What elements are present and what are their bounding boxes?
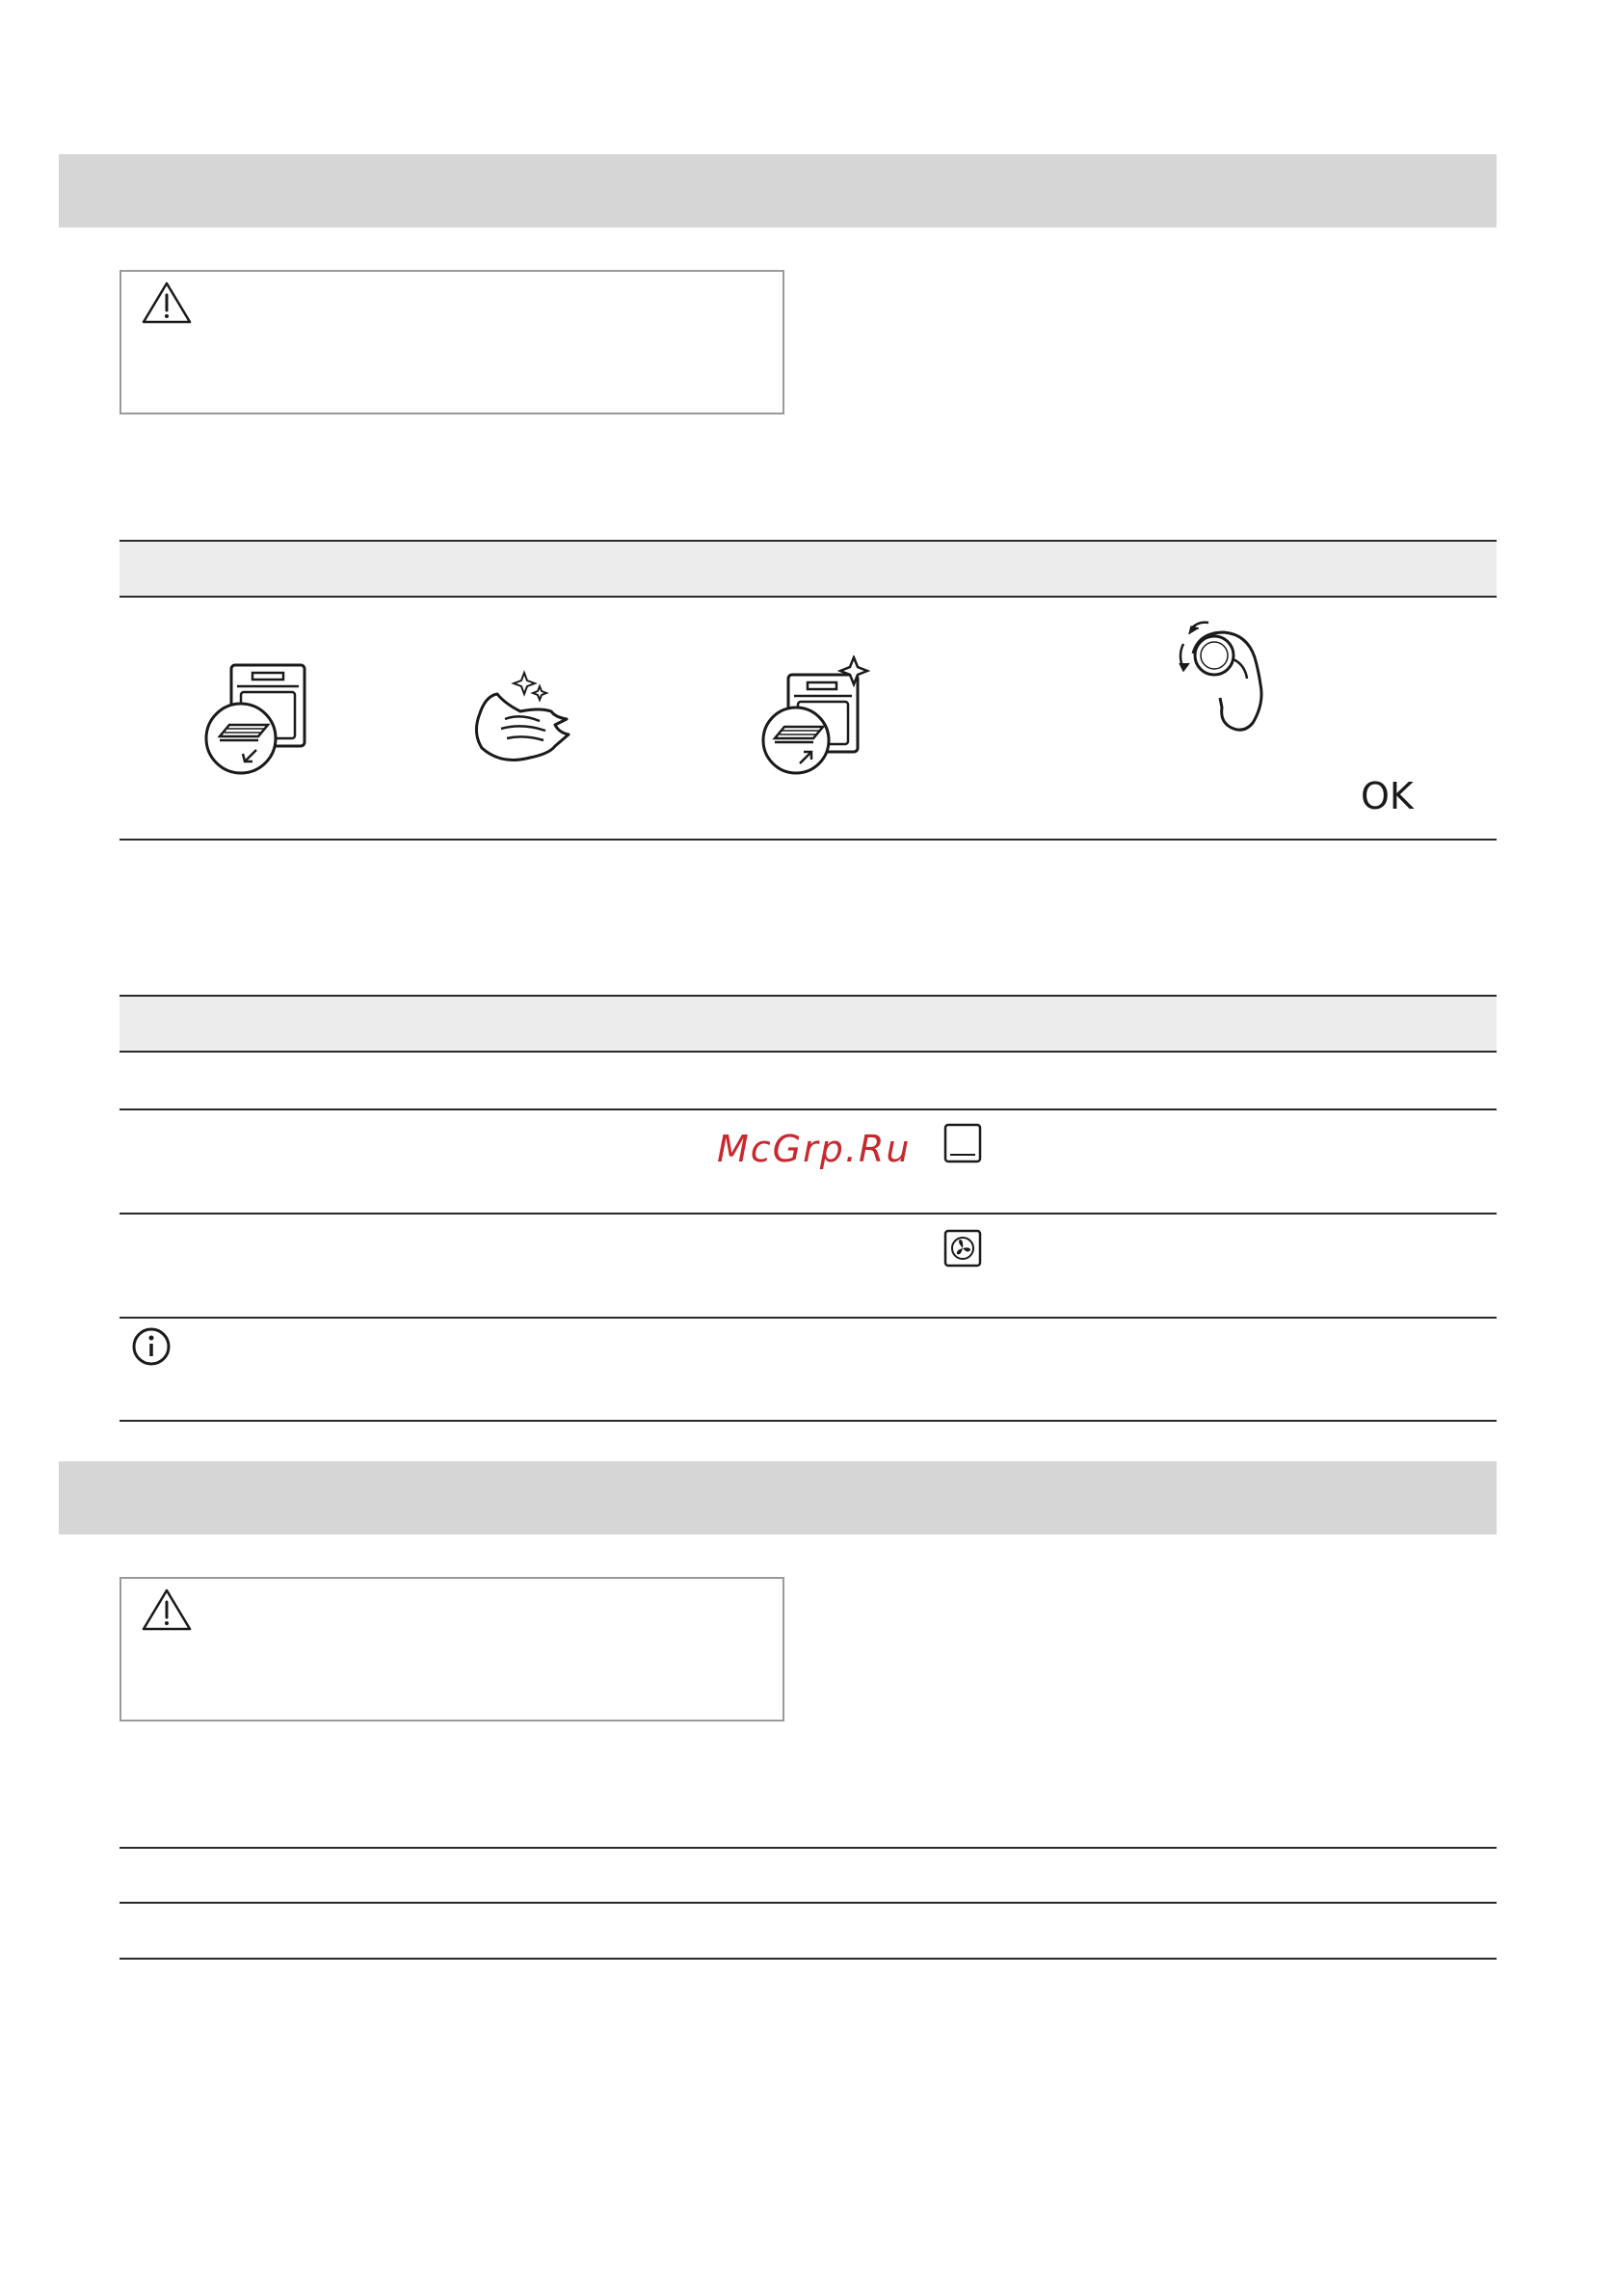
oven-square-icon — [942, 1122, 983, 1164]
table-2-rule-2 — [119, 1213, 1497, 1215]
watermark: McGrp.Ru — [717, 1128, 912, 1170]
table-3-rule-1 — [119, 1847, 1497, 1849]
turn-knob-icon — [1166, 615, 1282, 738]
table-3-rule-2 — [119, 1902, 1497, 1904]
warning-triangle-icon — [141, 1587, 193, 1633]
fan-function-icon — [942, 1228, 983, 1268]
table-1-header — [119, 540, 1497, 598]
table-2-rule-1 — [119, 1108, 1497, 1110]
info-icon — [131, 1326, 172, 1367]
warning-box-1 — [119, 270, 784, 414]
table-2-rule-3 — [119, 1317, 1497, 1319]
remove-shelf-icon — [199, 661, 310, 777]
section-header-bar-1 — [59, 154, 1497, 227]
insert-shelf-icon — [757, 655, 873, 777]
table-1-bottom-rule — [119, 839, 1497, 841]
table-3-rule-3 — [119, 1958, 1497, 1960]
wipe-clean-icon — [463, 665, 588, 771]
ok-label: OK — [1361, 775, 1414, 817]
table-2-bottom-rule — [119, 1420, 1497, 1422]
warning-triangle-icon — [141, 280, 193, 326]
table-2-header — [119, 995, 1497, 1053]
section-header-bar-2 — [59, 1461, 1497, 1535]
warning-box-2 — [119, 1577, 784, 1722]
